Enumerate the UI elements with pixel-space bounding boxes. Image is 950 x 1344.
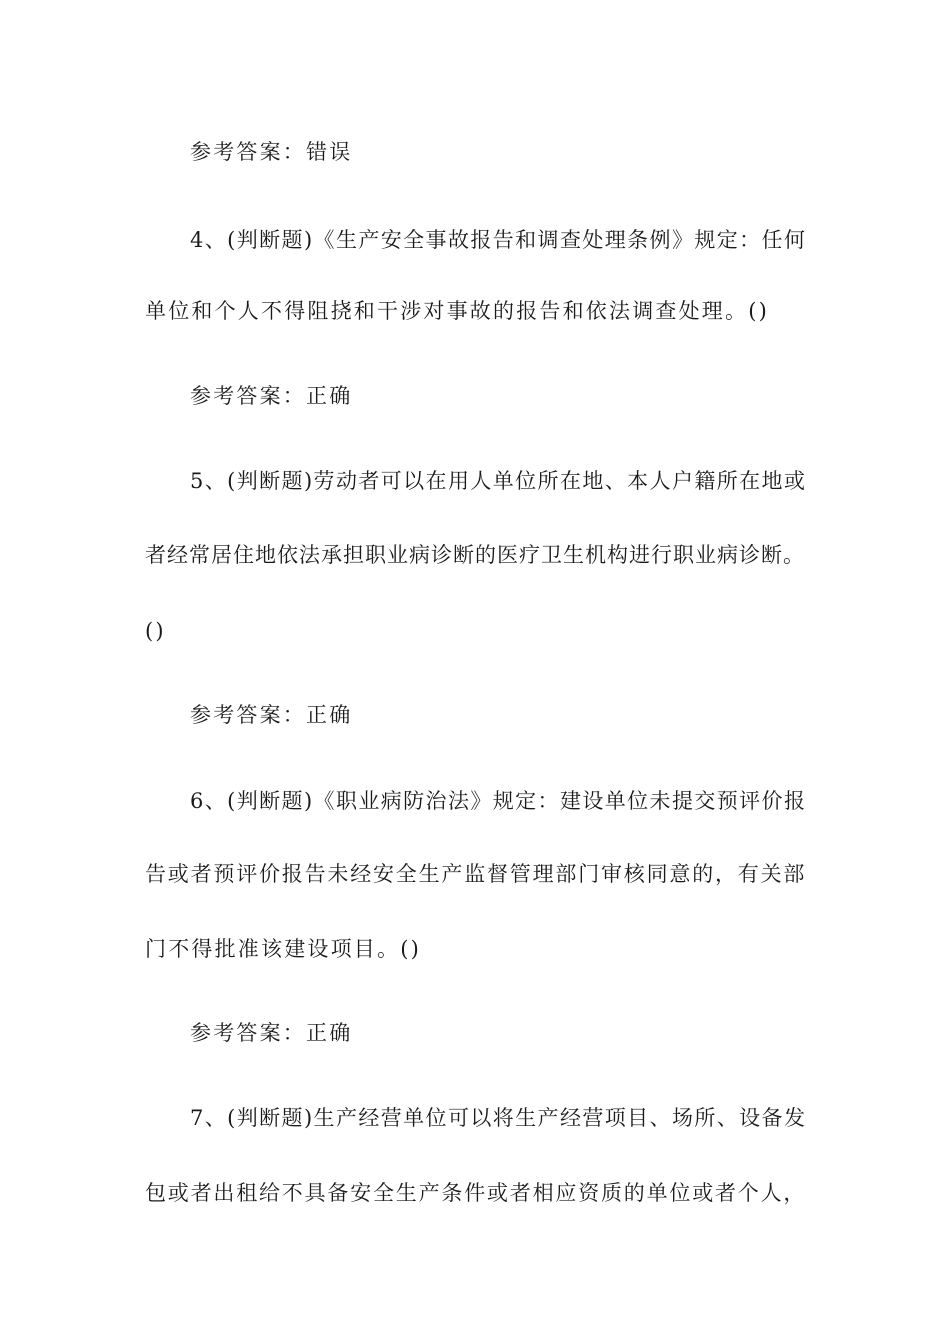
question-7-line-1: 7、(判断题)生产经营单位可以将生产经营项目、场所、设备发 — [190, 1106, 807, 1130]
answer-q6: 参考答案：正确 — [190, 1021, 353, 1045]
question-5-line-1: 5、(判断题)劳动者可以在用人单位所在地、本人户籍所在地或 — [190, 469, 807, 493]
question-4-line-2: 单位和个人不得阻挠和干涉对事故的报告和依法调查处理。() — [145, 299, 769, 323]
answer-q4: 参考答案：正确 — [190, 384, 353, 408]
question-6-line-1: 6、(判断题)《职业病防治法》规定：建设单位未提交预评价报 — [190, 789, 807, 813]
question-7-line-2: 包或者出租给不具备安全生产条件或者相应资质的单位或者个人， — [145, 1181, 807, 1205]
question-6-line-3: 门不得批准该建设项目。() — [145, 937, 421, 961]
question-4-line-1: 4、(判断题)《生产安全事故报告和调查处理条例》规定：任何 — [190, 228, 807, 252]
answer-q5: 参考答案：正确 — [190, 703, 353, 727]
question-6-line-2: 告或者预评价报告未经安全生产监督管理部门审核同意的，有关部 — [145, 862, 807, 886]
question-5-line-3: () — [145, 619, 166, 643]
answer-q3: 参考答案：错误 — [190, 140, 353, 164]
question-5-line-2: 者经常居住地依法承担职业病诊断的医疗卫生机构进行职业病诊断。 — [145, 543, 805, 567]
